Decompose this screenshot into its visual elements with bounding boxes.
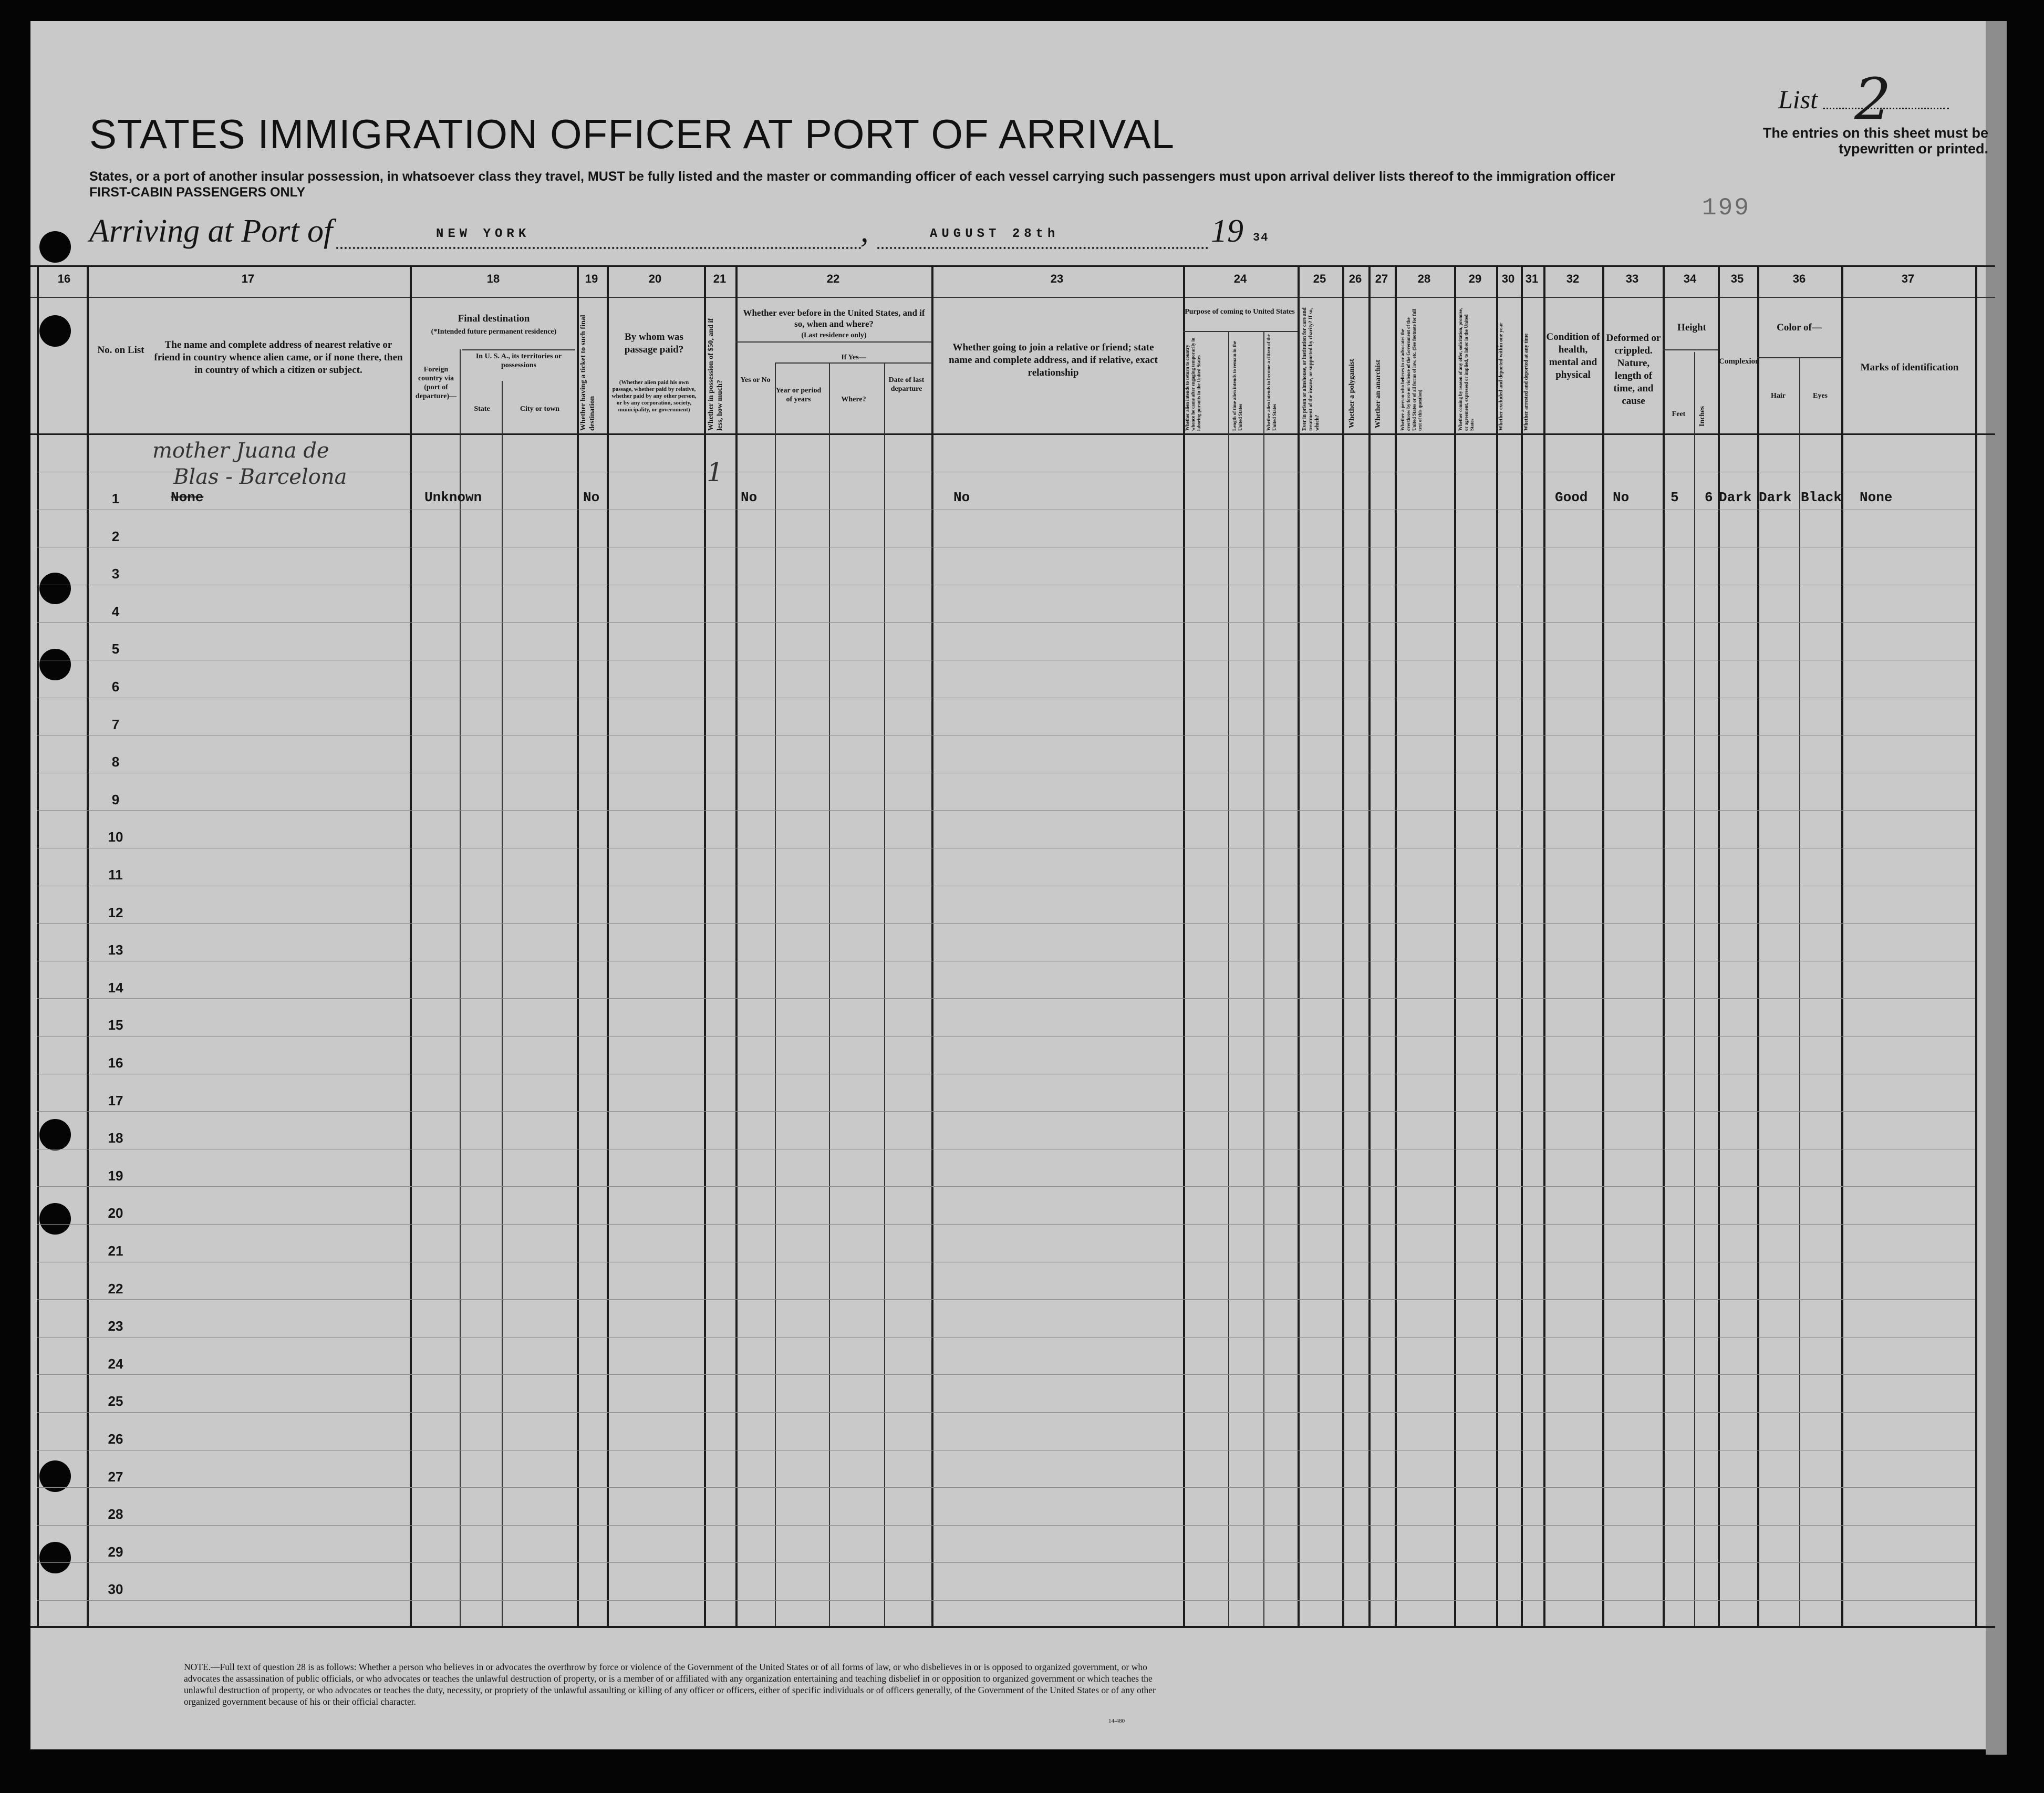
column-rule (1543, 265, 1545, 1626)
header-marks: Marks of identification (1860, 362, 1959, 373)
row-number: 25 (108, 1393, 123, 1409)
header-yes-no: Yes or No (740, 376, 771, 384)
header-health: Condition of health, mental and physical (1546, 331, 1600, 380)
row-number: 1 (111, 491, 120, 506)
footnote: NOTE.—Full text of question 28 is as follows: Whether a person who believes in or advocates the overthrow by force or violence of the Government of the United States or of all forms of law, or who disbelieves in or is opposed to organized government, or who advocates the assassination of public officials, or who advocates or teaches the unlawful destruction of property, or is a member of or affiliated with any organization entertaining and teaching disbelief in or opposition to organized government or which teaches the unlawful destruction of property, or who advocates or teaches the duty, necessity, or propriety of the unlawful assaulting or killing of any officer or officers, either of specific individuals or of officers generally, of the Government of the United States or of any other organized government because of his or their official character. (184, 1662, 1156, 1707)
column-rule (1841, 265, 1843, 1626)
health-cell: Good (1555, 490, 1588, 505)
inches-cell: 6 (1705, 490, 1713, 505)
punch-hole (39, 649, 71, 680)
header-sub-rule (1663, 349, 1718, 350)
feet-cell: 5 (1671, 490, 1679, 505)
column-number: 33 (1625, 272, 1639, 285)
row-number: 29 (108, 1544, 123, 1560)
sub-column-rule (829, 362, 830, 1626)
column-number: 32 (1566, 272, 1580, 285)
row-number: 2 (111, 528, 120, 544)
page-title: STATES IMMIGRATION OFFICER AT PORT OF ARRIVAL (89, 111, 1175, 157)
header-sub-rule (462, 349, 575, 350)
sub-column-rule (775, 362, 776, 1626)
column-rule (1342, 265, 1344, 1626)
column-rule (1496, 265, 1498, 1626)
column-rule (1454, 265, 1456, 1626)
header-sub-rule (735, 341, 931, 343)
before-in-us-cell: No (741, 490, 758, 505)
row-number: 27 (108, 1469, 123, 1485)
header-eyes: Eyes (1813, 392, 1828, 400)
deformed-cell: No (1613, 490, 1630, 505)
header-inches: Inches (1698, 406, 1706, 427)
header-complexion: Complexion (1719, 357, 1760, 366)
header-last-departure: Date of last departure (888, 376, 925, 393)
row-number: 21 (108, 1243, 123, 1259)
header-purpose: Purpose of coming to United States (1185, 308, 1295, 316)
row-number: 13 (108, 942, 123, 958)
row-rule (37, 998, 1975, 999)
row-number: 28 (108, 1506, 123, 1522)
column-number: 30 (1501, 272, 1515, 285)
row-rule (37, 1186, 1975, 1187)
row-number: 10 (108, 829, 123, 845)
punch-hole (39, 1119, 71, 1151)
row-number: 8 (111, 754, 120, 770)
page-number: 199 (1702, 194, 1750, 222)
header-before-in-us: Whether ever before in the United States, and if so, when and where? (743, 308, 925, 329)
eyes-cell: Black (1801, 490, 1842, 505)
column-number: 35 (1730, 272, 1744, 285)
list-label: List (1778, 85, 1818, 114)
row-number: 11 (108, 867, 123, 883)
row-rule (37, 1111, 1975, 1112)
row-number: 23 (108, 1318, 123, 1334)
punch-hole (39, 1542, 71, 1573)
relative-typed: None (171, 490, 204, 505)
foreign-country-cell: Unknown (424, 490, 482, 505)
header-purpose-citizen: Whether alien intends to become a citizen of the United States (1266, 334, 1277, 431)
row-number: 3 (111, 566, 120, 582)
row-number: 7 (111, 717, 120, 732)
column-number: 23 (1050, 272, 1064, 285)
row-rule (37, 1412, 1975, 1413)
header-prison: Ever in prison or almshouse, or institution for care and treatment of the insane, or supported by charity? If so, which? (1302, 307, 1320, 431)
row-number: 16 (108, 1055, 123, 1071)
header-polygamist: Whether a polygamist (1348, 359, 1356, 428)
row-rule (37, 923, 1975, 924)
header-final-destination-sub: (*Intended future permanent residence) (431, 328, 557, 336)
punch-hole (39, 315, 71, 347)
header-deported: Whether arrested and deported at any time (1523, 333, 1529, 431)
header-foreign-country: Foreign country via (port of departure)— (415, 366, 457, 400)
header-sub-rule (775, 362, 931, 364)
column-rule (931, 265, 933, 1626)
row-rule (37, 1036, 1975, 1037)
punch-hole (39, 573, 71, 604)
header-where: Where? (841, 396, 866, 403)
header-feet: Feet (1672, 410, 1686, 418)
column-number: 19 (585, 272, 598, 285)
header-hair: Hair (1771, 392, 1786, 400)
row-rule (37, 1224, 1975, 1225)
sheet-edge-shadow (1986, 21, 2007, 1755)
header-height: Height (1677, 322, 1706, 333)
table-bottom-border (30, 1626, 1995, 1628)
header-nearest-relative: The name and complete address of nearest relative or friend in country whence alien came, or if none there, then in country of which a citizen or subject. (154, 339, 403, 376)
sub-column-rule (1263, 331, 1264, 1626)
header-final-destination: Final destination (458, 313, 530, 324)
header-in-usa: In U. S. A., its territories or possessions (475, 353, 562, 369)
row-number: 14 (108, 980, 123, 996)
sub-column-rule (460, 349, 461, 1626)
arriving-label: Arriving at Port of (89, 213, 333, 249)
row-rule (37, 810, 1975, 811)
column-rule (1975, 265, 1977, 1626)
relative-handwritten-line-1: mother Juana de (152, 439, 329, 463)
port-line (336, 247, 862, 249)
column-number: 31 (1525, 272, 1539, 285)
column-number: 22 (826, 272, 840, 285)
column-number: 34 (1683, 272, 1697, 285)
column-number: 20 (648, 272, 662, 285)
passenger-class-line: FIRST-CABIN PASSENGERS ONLY (89, 185, 306, 200)
date-line (877, 247, 1208, 249)
form-number: 14-480 (1108, 1718, 1125, 1724)
list-number: 2 (1854, 66, 1891, 133)
header-sub-rule (1757, 357, 1841, 358)
comma-separator: , (860, 213, 869, 249)
row-number: 17 (108, 1093, 123, 1108)
row-number: 4 (111, 604, 120, 619)
ticket-cell: No (583, 490, 600, 505)
header-bottom-rule (30, 433, 1995, 435)
header-joining: Whether going to join a relative or friend; state name and complete address, and if relative, exact relationship (949, 342, 1158, 378)
column-rule (1757, 265, 1759, 1626)
column-rule (607, 265, 609, 1626)
column-rule (577, 265, 579, 1626)
header-passage-paid-note: (Whether alien paid his own passage, whether paid by relative, whether paid by any other person, or by any corporation, society, municipality, or government) (611, 379, 697, 413)
column-number: 24 (1233, 272, 1247, 285)
column-number: 18 (486, 272, 500, 285)
row-rule (37, 1374, 1975, 1375)
punch-hole (39, 231, 71, 263)
column-number: 27 (1375, 272, 1388, 285)
column-rule (1718, 265, 1720, 1626)
column-rule (1298, 265, 1300, 1626)
header-ticket: Whether having a ticket to such final destination (579, 315, 596, 431)
row-number: 30 (108, 1581, 123, 1597)
column-rule (1183, 265, 1185, 1626)
hair-cell: Dark (1759, 490, 1792, 505)
header-if-yes: If Yes— (841, 354, 866, 361)
column-rule (704, 265, 706, 1626)
date-field: AUGUST 28th (930, 227, 1060, 241)
header-excluded: Whether excluded and deported within one year (1498, 323, 1504, 431)
header-purpose-return: Whether alien intends to return to country whence he came after engaging temporarily in laboring pursuits in the United States (1185, 337, 1201, 431)
row-number: 22 (108, 1281, 123, 1297)
punch-hole (39, 1203, 71, 1235)
complexion-cell: Dark (1719, 490, 1752, 505)
column-rule (1368, 265, 1371, 1626)
header-no-on-list: No. on List (97, 345, 144, 356)
port-field: NEW YORK (436, 227, 531, 241)
row-number: 26 (108, 1431, 123, 1447)
instruction-line: States, or a port of another insular possession, in whatsoever class they travel, MUST be fully listed and the master or commanding officer of each vessel carrying such passengers must upon arrival deliver lists thereof to the immigration officer (89, 169, 1615, 184)
table-top-border (30, 265, 1995, 267)
column-number-rule (30, 297, 1995, 298)
header-overthrow: Whether a person who believes in or advocates the overthrow by force or violence of the Government of the United States or of all forms of law, etc. (See footnote for full text of this question) (1400, 309, 1423, 431)
column-rule (410, 265, 412, 1626)
row-number: 5 (111, 641, 120, 657)
row-rule (37, 622, 1975, 623)
column-rule (1521, 265, 1523, 1626)
sub-column-rule (1228, 331, 1229, 1626)
row-number: 12 (108, 905, 123, 920)
header-city: City or town (520, 405, 560, 413)
row-rule (37, 1562, 1975, 1563)
column-number: 36 (1792, 272, 1806, 285)
header-period: Year or period of years (775, 387, 822, 403)
row-number: 24 (108, 1356, 123, 1372)
row-rule (37, 1299, 1975, 1300)
year-prefix: 19 (1211, 213, 1243, 249)
row-number: 18 (108, 1130, 123, 1146)
header-passage-paid: By whom was passage paid? (624, 331, 684, 355)
column-number: 29 (1468, 272, 1482, 285)
column-rule (37, 265, 39, 1626)
marks-cell: None (1860, 490, 1893, 505)
header-fifty-dollars: Whether in possession of $50, and if less, how much? (707, 318, 724, 431)
column-number: 26 (1348, 272, 1362, 285)
row-number: 6 (111, 679, 120, 695)
row-number: 9 (111, 792, 120, 807)
column-number: 25 (1313, 272, 1326, 285)
row-number: 19 (108, 1168, 123, 1184)
header-purpose-length: Length of time alien intends to remain in the United States (1232, 341, 1243, 431)
joining-cell: No (953, 490, 970, 505)
sub-column-rule (884, 362, 885, 1626)
column-number: 28 (1417, 272, 1431, 285)
column-number: 21 (713, 272, 727, 285)
column-rule (735, 265, 738, 1626)
header-labor-offer: Whether coming by reason of any offer, solicitation, promise, or agreement, expressed or implied, to labor in the United States (1458, 308, 1475, 431)
column-rule (1395, 265, 1397, 1626)
header-color-of: Color of— (1777, 322, 1822, 333)
header-state: State (474, 405, 490, 413)
row-rule (37, 1600, 1975, 1601)
money-mark: 1 (707, 457, 723, 488)
sub-column-rule (1694, 352, 1695, 1626)
year-suffix: 34 (1253, 231, 1269, 244)
row-rule (37, 1337, 1975, 1338)
row-number: 15 (108, 1017, 123, 1033)
column-rule (1663, 265, 1665, 1626)
column-rule (1602, 265, 1604, 1626)
row-rule (37, 1487, 1975, 1488)
row-rule (37, 1525, 1975, 1526)
column-number: 37 (1901, 272, 1915, 285)
column-number: 17 (241, 272, 255, 285)
entries-note: The entries on this sheet must be typewritten or printed. (1762, 125, 1988, 157)
column-number: 16 (57, 272, 71, 285)
list-number-line (1823, 108, 1949, 109)
sub-column-rule (502, 381, 503, 1626)
row-number: 20 (108, 1205, 123, 1221)
header-anarchist: Whether an anarchist (1374, 359, 1382, 428)
header-before-in-us-sub: (Last residence only) (801, 331, 867, 339)
sub-column-rule (1799, 357, 1800, 1626)
relative-handwritten-line-2: Blas - Barcelona (173, 465, 347, 489)
header-deformed: Deformed or crippled. Nature, length of time, and cause (1606, 333, 1661, 407)
